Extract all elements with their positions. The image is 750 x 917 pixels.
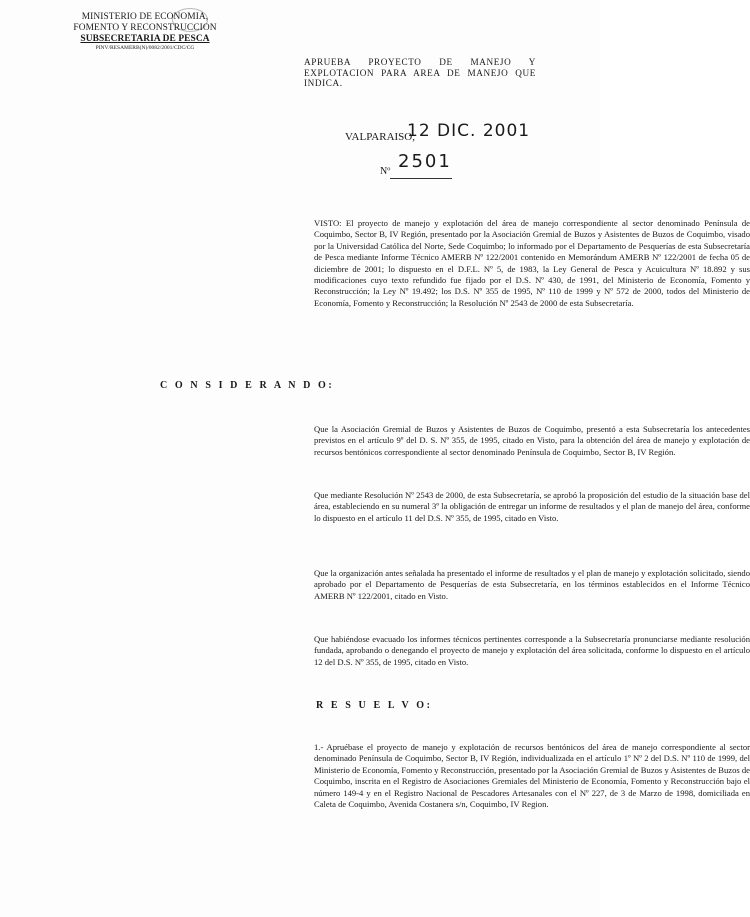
- ministry-line-1: MINISTERIO DE ECONOMIA,: [81, 12, 209, 22]
- visto-paragraph: VISTO: El proyecto de manejo y explotación del área de manejo correspondiente al sector denominado Península de Coquimbo, Sector B, IV Región, presentado por la Asociación Gremial de Buzos y Asistentes de Buzos de Coquimbo, visado por la Universidad Católica del Norte, Sede Coquimbo; lo informado por el Departamento de Pesquerías de esta Subsecretaría de Pesca mediante Informe Técnico AMERB Nº 122/2001 contenido en Memorándum AMERB Nº 122/2001 de fecha 05 de diciembre de 2001; lo dispuesto en el D.F.L. Nº 5, de 1983, la Ley General de Pesca y Acuicultura Nº 18.892 y sus modificaciones cuyo texto refundido fue fijado por el D.S. Nº 430, de 1991, del Ministerio de Economía, Fomento y Reconstrucción; la Ley Nº 19.492; los D.S. Nº 355 de 1995, Nº 110 de 1999 y Nº 572 de 2000, todos del Ministerio de Economía, Fomento y Reconstrucción; la Resolución Nº 2543 de 2000 de esta Subsecretaría.: [314, 218, 750, 308]
- considerando-paragraph-2: Que mediante Resolución Nº 2543 de 2000, de esta Subsecretaría, se aprobó la proposición del estudio de la situación base del área, estableciendo en su numeral 3º la obligación de entregar un informe de resultados y el plan de manejo del área, conforme lo dispuesto en el artículo 11 del D.S. Nº 355, de 1995, citado en Visto.: [314, 490, 750, 523]
- considerando-paragraph-3: Que la organización antes señalada ha presentado el informe de resultados y el plan de manejo y explotación solicitado, siendo aprobado por el Departamento de Pesquerías de esta Subsecretaría, en los términos establecidos en el Informe Técnico AMERB Nº 122/2001, citado en Visto.: [314, 568, 750, 601]
- resuelvo-article-1: 1.- Apruébase el proyecto de manejo y explotación de recursos bentónicos del área de manejo correspondiente al sector denominado Península de Coquimbo, Sector B, IV Región, individualizada en el artículo 1º Nº 2 del D.S. Nº 110 de 1999, del Ministerio de Economía, Fomento y Reconstrucción, presentado por la Asociación Gremial de Buzos y Asistentes de Buzos de Coquimbo, inscrita en el Registro de Asociaciones Gremiales del Ministerio de Economía, Fomento y Reconstrucción bajo el número 149-4 y en el Registro Nacional de Pescadores Artesanales con el Nº 227, de 3 de Marzo de 1998, domiciliada en Caleta de Coquimbo, Avenida Costanera s/n, Coquimbo, IV Region.: [314, 742, 750, 810]
- number-underline: [390, 178, 452, 179]
- document-title: APRUEBA PROYECTO DE MANEJO Y EXPLOTACION PARA AREA DE MANEJO QUE INDICA.: [304, 57, 536, 89]
- resuelvo-heading: R E S U E L V O:: [316, 700, 433, 711]
- resolution-number: 2501: [398, 151, 452, 172]
- letterhead: [40, 12, 250, 52]
- number-label: Nº: [380, 166, 391, 177]
- considerando-heading: C O N S I D E R A N D O:: [160, 380, 335, 391]
- considerando-paragraph-1: Que la Asociación Gremial de Buzos y Asistentes de Buzos de Coquimbo, presentó a esta Subsecretaría los antecedentes previstos en el artículo 9º del D. S. Nº 355, de 1995, citado en Visto, para la obtención del área de manejo y explotación de recursos bentónicos correspondiente al sector denominado Península de Coquimbo, Sector B, IV Región.: [314, 424, 750, 457]
- date-stamp: 12 DIC. 2001: [407, 121, 531, 141]
- reference-code: PINV/RESAMERB(N)/0082/2001/CDC/CG: [95, 45, 195, 51]
- place-label: VALPARAISO,: [345, 131, 415, 143]
- subsecretaria-line: SUBSECRETARIA DE PESCA: [80, 34, 210, 44]
- considerando-paragraph-4: Que habiéndose evacuado los informes técnicos pertinentes corresponde a la Subsecretaría pronunciarse mediante resolución fundada, aprobando o denegando el proyecto de manejo y explotación del área solicitada, conforme lo dispuesto en el artículo 12 del D.S. Nº 355, de 1995, citado en Visto.: [314, 634, 750, 667]
- ministry-line-2: FOMENTO Y RECONSTRUCCION: [73, 23, 217, 33]
